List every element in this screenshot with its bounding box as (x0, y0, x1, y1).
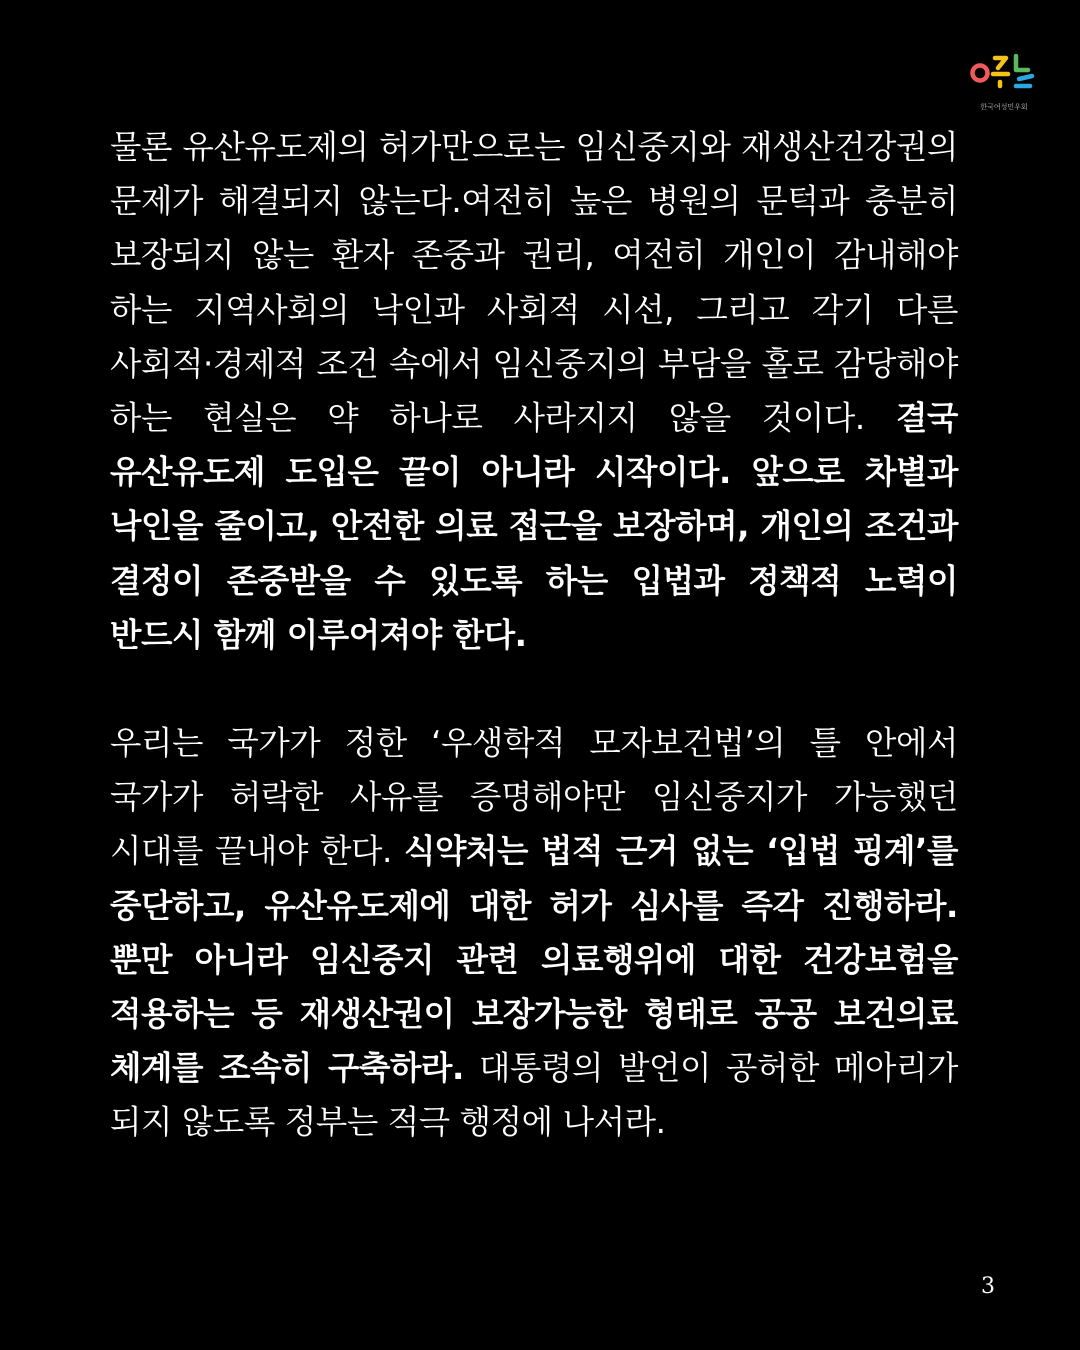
paragraph-2-closing-text: 대통령의 발언이 공허한 메아리가 되지 않도록 정부는 적극 행정에 나서라. (110, 1049, 958, 1142)
statement-body (110, 120, 958, 1150)
organization-logo (962, 46, 1046, 116)
logo-mark-icon (962, 46, 1046, 100)
paragraph-1-emphasis-text: 결국 유산유도제 도입은 끝이 아니라 시작이다. 앞으로 차별과 낙인을 줄이고, 안전한 의료 접근을 보장하며, 개인의 조건과 결정이 존중받을 수 있도록 하는 입법과 정책적 노력이 반드시 함께 이루어져야 한다. (110, 399, 958, 654)
paragraph-1-regular-text: 물론 유산유도제의 허가만으로는 임신중지와 재생산건강권의 문제가 해결되지 않는다.여전히 높은 병원의 문턱과 충분히 보장되지 않는 환자 존중과 권리, 여전히 개인이 감내해야 하는 지역사회의 낙인과 사회적 시선, 그리고 각기 다른 사회적·경제적 조건 속에서 임신중지의 부담을 홀로 감당해야 하는 현실은 약 하나로 사라지지 않을 것이다. (110, 128, 958, 438)
logo-caption: 한국여성민우회 (980, 103, 1028, 111)
paragraph-2-emphasis-text: 식약처는 법적 근거 없는 ‘입법 핑계’를 중단하고, 유산유도제에 대한 허가 심사를 즉각 진행하라. 뿐만 아니라 임신중지 관련 의료행위에 대한 건강보험을 적용하는 등 재생산권이 보장가능한 형태로 공공 보건의료 체계를 조속히 구축하라. (110, 832, 958, 1088)
page-number: 3 (981, 1274, 995, 1299)
paragraph-2 (110, 716, 958, 1150)
paragraph-2-regular-text: 우리는 국가가 정한 ‘우생학적 모자보건법’의 틀 안에서 국가가 허락한 사유를 증명해야만 임신중지가 가능했던 시대를 끝내야 한다. (110, 724, 958, 871)
paragraph-1 (110, 120, 958, 662)
